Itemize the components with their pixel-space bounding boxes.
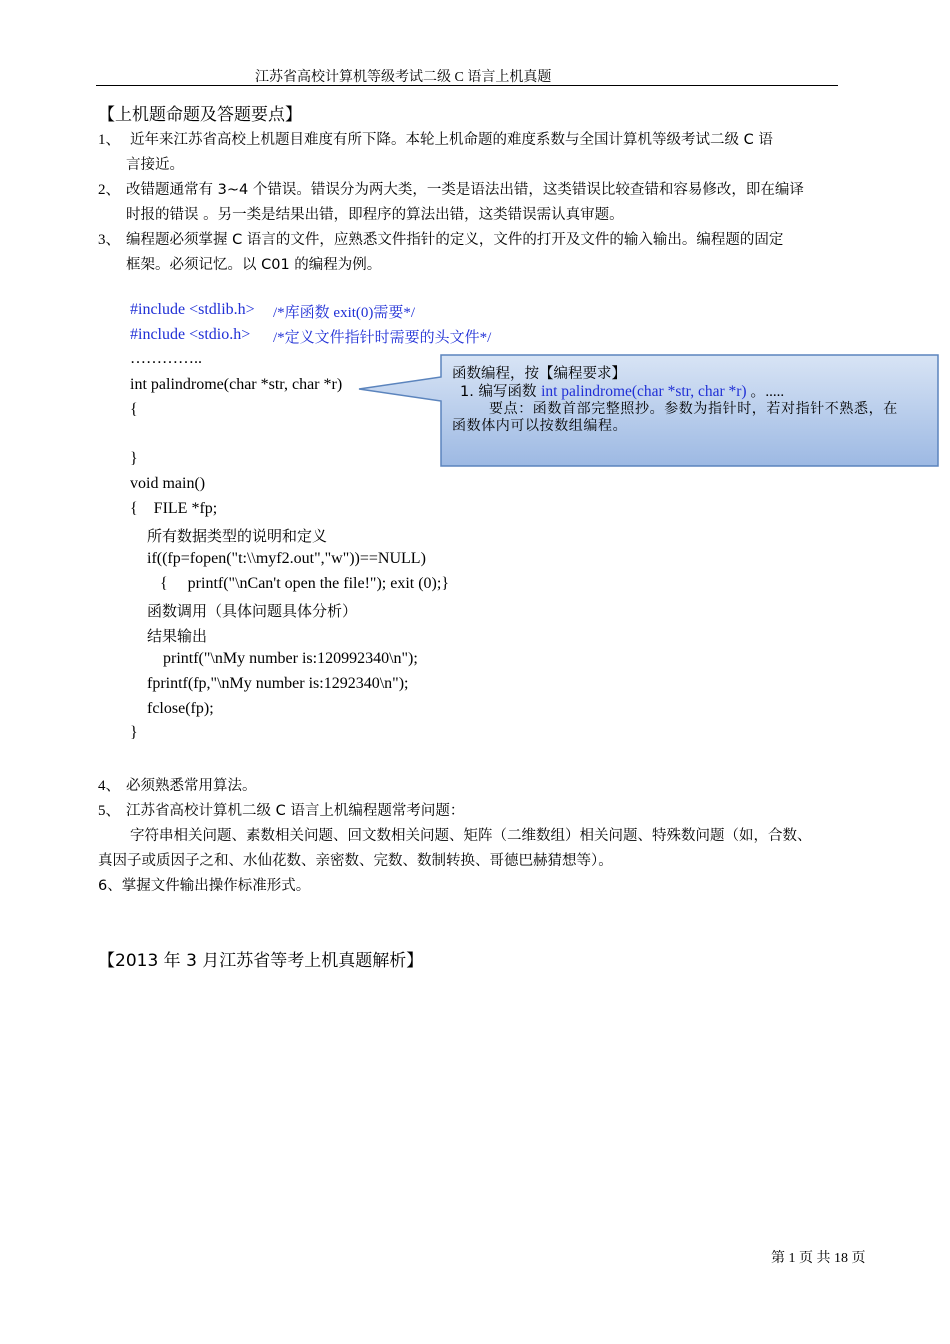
code-if-line: if((fp=fopen("t:\\myf2.out","w"))==NULL)	[147, 550, 426, 567]
page-footer: 第 1 页 共 18 页	[771, 1251, 866, 1266]
item-number: 3、	[98, 232, 121, 248]
code-ellipsis: …………..	[130, 350, 202, 367]
item-number: 2、	[98, 182, 121, 198]
item-text: 改错题通常有 3~4 个错误。错误分为两大类，一类是语法出错，这类错误比较查错和容易修改，即在编译	[126, 182, 804, 198]
callout-title: 函数编程，按【编程要求】	[452, 366, 626, 382]
code-comment: /*定义文件指针时需要的头文件*/	[273, 330, 492, 346]
callout-item-code: int palindrome(char *str, char *r)	[541, 383, 747, 400]
item-text: 近年来江苏省高校上机题目难度有所下降。本轮上机命题的难度系数与全国计算机等级考试二级 C 语	[130, 132, 773, 148]
code-if-body: { printf("\nCan't open the file!"); exit (0);}	[160, 575, 450, 592]
code-close-brace: }	[130, 450, 138, 467]
item-number: 1、	[98, 132, 121, 148]
item-text: 必须熟悉常用算法。	[126, 778, 257, 794]
code-end-brace: }	[130, 724, 138, 741]
section-title-2013-exam: 【2013 年 3 月江苏省等考上机真题解析】	[98, 951, 424, 971]
code-include-stdlib: #include <stdlib.h>	[130, 301, 255, 318]
item-number: 4、	[98, 778, 121, 794]
callout-item-suffix: 。.....	[746, 384, 785, 400]
item-text-body-cont: 真因子或质因子之和、水仙花数、亲密数、完数、数制转换、哥德巴赫猜想等）。	[98, 853, 613, 869]
code-function-signature: int palindrome(char *str, char *r)	[130, 376, 343, 393]
item-text-cont: 言接近。	[126, 157, 184, 173]
code-fprintf-line: fprintf(fp,"\nMy number is:1292340\n");	[147, 675, 409, 692]
item-text: 编程题必须掌握 C 语言的文件，应熟悉文件指针的定义，文件的打开及文件的输入输出。编程题的固定	[126, 232, 784, 248]
section-title-key-points: 【上机题命题及答题要点】	[98, 105, 302, 125]
item-text-body: 字符串相关问题、素数相关问题、回文数相关问题、矩阵（二维数组）相关问题、特殊数问题（如，合数、	[130, 828, 812, 844]
code-file-declaration: { FILE *fp;	[130, 500, 218, 517]
code-include-stdio: #include <stdio.h>	[130, 326, 251, 343]
code-note: 函数调用（具体问题具体分析）	[147, 604, 358, 620]
page-header: 江苏省高校计算机等级考试二级 C 语言上机真题	[255, 70, 552, 85]
item-text: 江苏省高校计算机二级 C 语言上机编程题常考问题：	[126, 803, 465, 819]
code-main-signature: void main()	[130, 475, 206, 492]
item-text-cont: 时报的错误 。另一类是结果出错，即程序的算法出错，这类错误需认真审题。	[126, 207, 624, 223]
item-text-cont: 框架。必须记忆。以 C01 的编程为例。	[126, 257, 382, 273]
code-comment: /*库函数 exit(0)需要*/	[273, 305, 416, 321]
callout-note: 要点：函数首部完整照抄。参数为指针时，若对指针不熟悉，在	[489, 401, 898, 417]
item-number: 5、	[98, 803, 121, 819]
code-printf-line: printf("\nMy number is:120992340\n");	[163, 650, 418, 667]
callout-item-prefix: 1. 编写函数	[460, 384, 542, 400]
callout-note-cont: 函数体内可以按数组编程。	[452, 418, 628, 434]
code-note: 结果输出	[147, 629, 208, 645]
list-item: 6、掌握文件输出操作标准形式。	[98, 878, 311, 894]
code-fclose-line: fclose(fp);	[147, 700, 214, 717]
code-open-brace: {	[130, 401, 138, 418]
code-note: 所有数据类型的说明和定义	[147, 529, 328, 545]
